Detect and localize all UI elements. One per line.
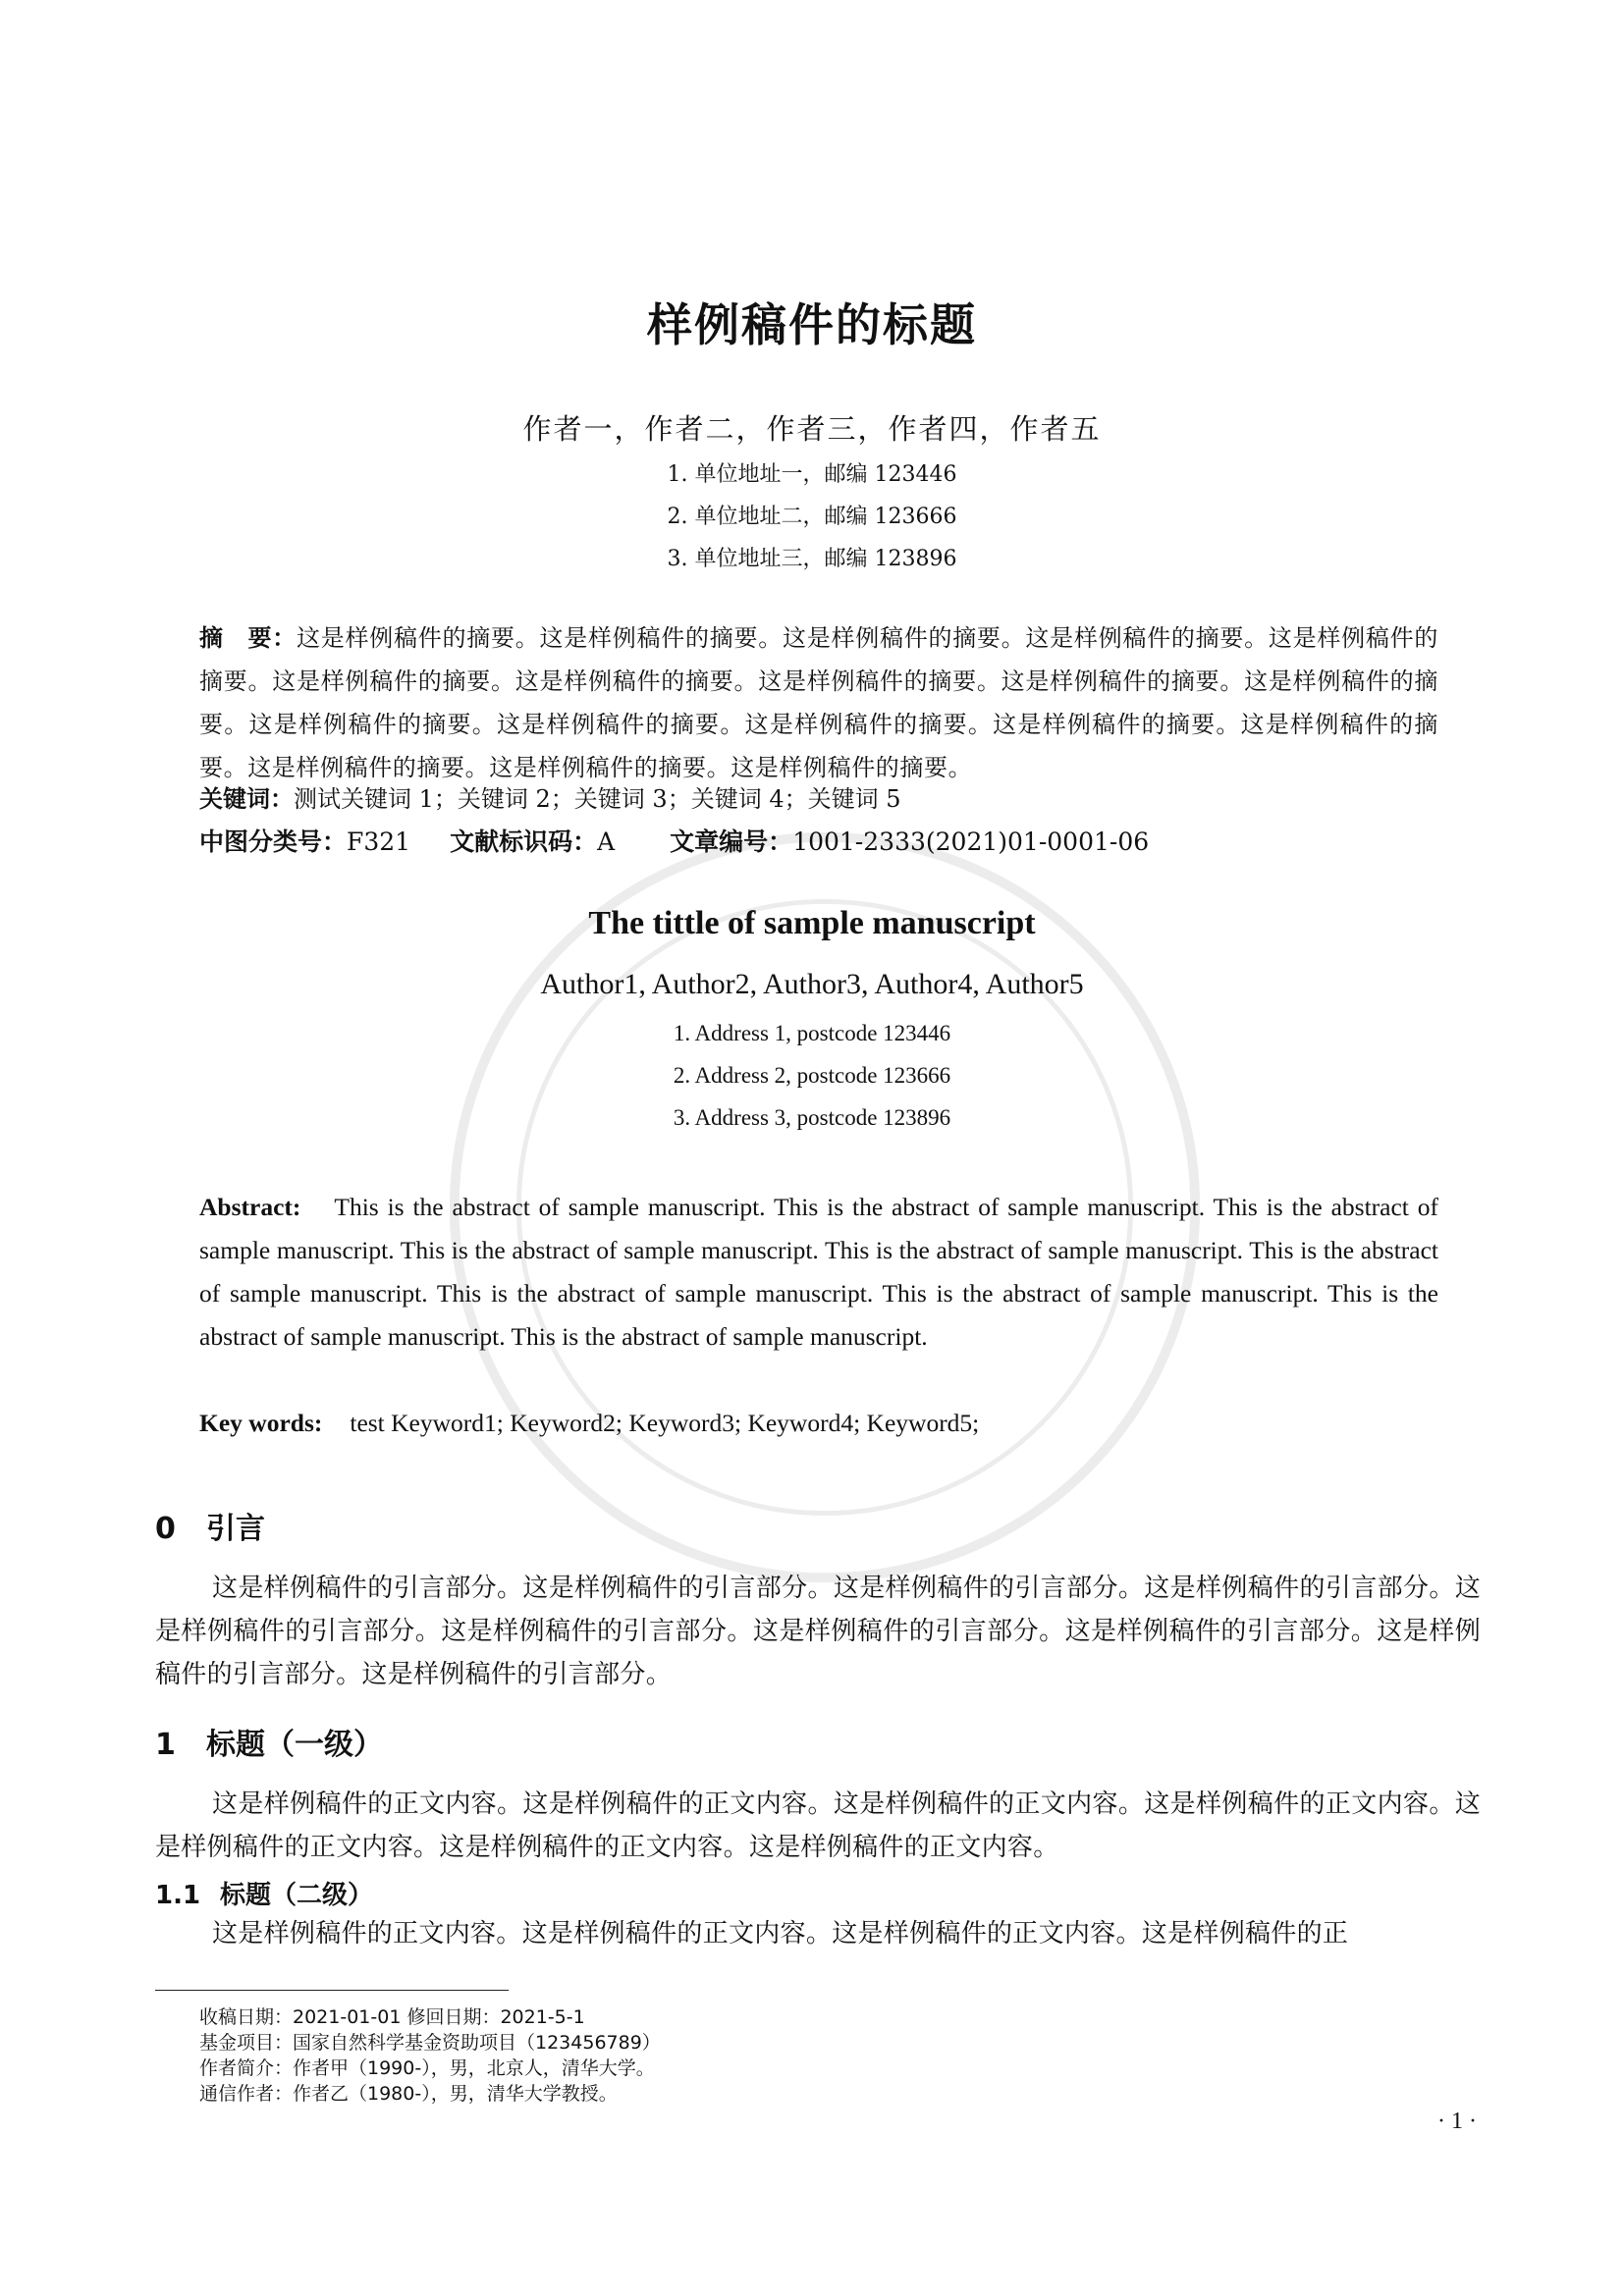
section-title: 标题（二级） [220, 1881, 374, 1910]
cn-affiliation-1: 1. 单位地址一，邮编 123446 [667, 462, 957, 487]
en-affiliation-2: 2. Address 2, postcode 123666 [673, 1063, 951, 1088]
cn-keywords [199, 777, 1438, 821]
cn-keywords-label: 关键词： [199, 785, 294, 813]
section-heading-1-1 [155, 1875, 373, 1911]
en-affiliation-1: 1. Address 1, postcode 123446 [673, 1021, 951, 1045]
cn-abstract [199, 616, 1438, 789]
intro-paragraph: 这是样例稿件的引言部分。这是样例稿件的引言部分。这是样例稿件的引言部分。这是样例稿件的引言部分。这是样例稿件的引言部分。这是样例稿件的引言部分。这是样例稿件的引言部分。这是样例稿件的引言部分。这是样例稿件的引言部分。这是样例稿件的引言部分。 [155, 1574, 1481, 1689]
section-number: 1.1 [155, 1881, 201, 1910]
doc-code-label: 文献标识码： [450, 828, 598, 856]
en-keywords [199, 1402, 1438, 1445]
section-title: 标题（一级） [206, 1728, 383, 1762]
en-abstract-label: Abstract: [199, 1193, 301, 1221]
en-title: The tittle of sample manuscript [588, 905, 1036, 941]
section-number: 1 [155, 1728, 176, 1762]
clc-label: 中图分类号： [199, 828, 348, 856]
page-number: · 1 · [1437, 2109, 1477, 2134]
en-abstract-text: This is the abstract of sample manuscript. This is the abstract of sample manuscript. This is the abstract of sample manuscript. This is the abstract of sample manuscript. This is the abstract of sample manuscript. This is the abstract of sample manuscript. This is the abstract of sample manuscript. This is the abstract of sample manuscript. This is the abstract of sample manuscript. This is the abstract of sample manuscript. [199, 1193, 1438, 1351]
section-heading-intro [155, 1504, 265, 1547]
en-abstract [199, 1186, 1438, 1359]
footnote-received-date: 收稿日期：2021-01-01 修回日期：2021-5-1 [199, 2006, 585, 2028]
section-number: 0 [155, 1512, 176, 1546]
clc-value: F321 [347, 828, 411, 856]
cn-abstract-label: 摘 要： [199, 624, 297, 652]
cn-affiliation-2: 2. 单位地址二，邮编 123666 [667, 505, 957, 529]
footnote-author-bio: 作者简介：作者甲（1990-），男，北京人，清华大学。 [199, 2057, 655, 2079]
doc-code-value: A [597, 828, 616, 856]
en-affiliation-3: 3. Address 3, postcode 123896 [673, 1105, 951, 1130]
cn-abstract-text: 这是样例稿件的摘要。这是样例稿件的摘要。这是样例稿件的摘要。这是样例稿件的摘要。这是样例稿件的摘要。这是样例稿件的摘要。这是样例稿件的摘要。这是样例稿件的摘要。这是样例稿件的摘要。这是样例稿件的摘要。这是样例稿件的摘要。这是样例稿件的摘要。这是样例稿件的摘要。这是样例稿件的摘要。这是样例稿件的摘要。这是样例稿件的摘要。这是样例稿件的摘要。这是样例稿件的摘要。 [199, 624, 1438, 781]
cn-title: 样例稿件的标题 [647, 298, 977, 351]
cn-classification [199, 821, 1438, 864]
en-authors: Author1, Author2, Author3, Author4, Author5 [540, 968, 1084, 1000]
section-1-paragraph: 这是样例稿件的正文内容。这是样例稿件的正文内容。这是样例稿件的正文内容。这是样例稿件的正文内容。这是样例稿件的正文内容。这是样例稿件的正文内容。这是样例稿件的正文内容。 [155, 1789, 1481, 1862]
section-title: 引言 [206, 1512, 265, 1546]
footnote-corresponding-author: 通信作者：作者乙（1980-），男，清华大学教授。 [199, 2083, 618, 2105]
cn-authors: 作者一，作者二，作者三，作者四，作者五 [522, 412, 1102, 446]
en-keywords-text: test Keyword1; Keyword2; Keyword3; Keyword4; Keyword5; [350, 1409, 980, 1437]
footnotes [199, 2004, 661, 2107]
footnote-funding: 基金项目：国家自然科学基金资助项目（123456789） [199, 2032, 661, 2054]
article-no-value: 1001-2333(2021)01-0001-06 [792, 828, 1150, 856]
cn-keywords-text: 测试关键词 1；关键词 2；关键词 3；关键词 4；关键词 5 [294, 785, 901, 813]
footnote-rule [155, 1990, 509, 1991]
en-keywords-label: Key words: [199, 1409, 323, 1437]
cn-affiliation-3: 3. 单位地址三，邮编 123896 [667, 547, 957, 571]
article-no-label: 文章编号： [670, 828, 793, 856]
section-1-1-paragraph: 这是样例稿件的正文内容。这是样例稿件的正文内容。这是样例稿件的正文内容。这是样例稿件的正 [212, 1919, 1349, 1949]
section-heading-1 [155, 1720, 383, 1763]
